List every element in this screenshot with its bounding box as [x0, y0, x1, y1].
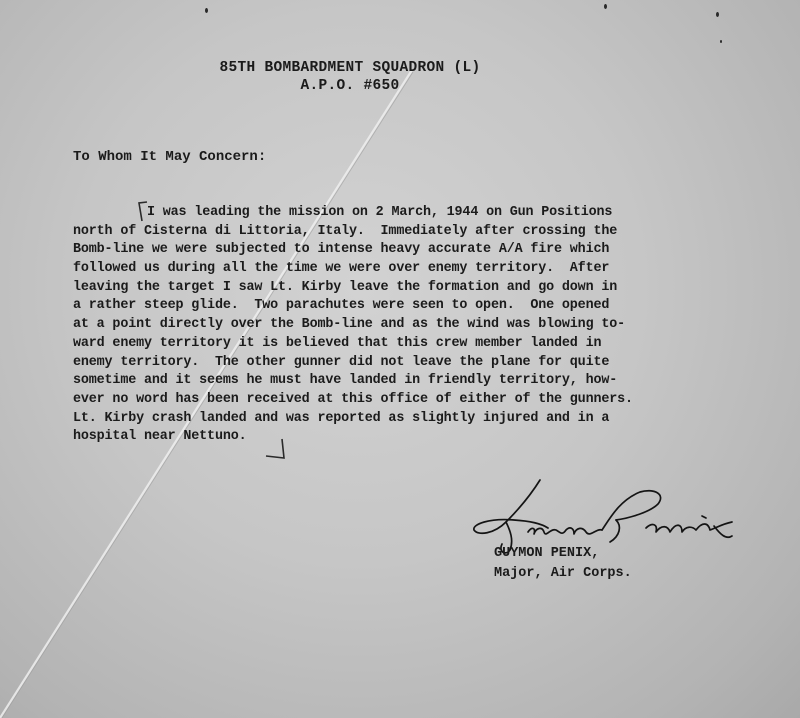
salutation: To Whom It May Concern: [73, 149, 267, 165]
body-line: followed us during all the time we were over enemy territory. After [73, 261, 610, 277]
body-line: hospital near Nettuno. [73, 429, 247, 445]
body-line: I was leading the mission on 2 March, 1944 on Gun Positions [147, 205, 613, 220]
paper-speck [205, 8, 208, 13]
paper-speck [604, 4, 607, 9]
letter-body [73, 204, 733, 447]
body-line: enemy territory. The other gunner did not leave the plane for quite [73, 354, 610, 370]
letterhead-apo: A.P.O. #650 [300, 78, 400, 94]
body-line: north of Cisterna di Littoria, Italy. Immediately after crossing the [73, 223, 618, 239]
body-line: at a point directly over the Bomb-line and as the wind was blowing to- [73, 317, 625, 333]
body-line: ever no word has been received at this office of either of the gunners. [73, 391, 633, 407]
body-line: a rather steep glide. Two parachutes were seen to open. One opened [73, 298, 610, 314]
body-line: sometime and it seems he must have landed in friendly territory, how- [73, 373, 618, 389]
close-bracket-mark [262, 436, 290, 462]
letterhead-unit: 85TH BOMBARDMENT SQUADRON (L) [219, 60, 481, 76]
signatory-name: GUYMON PENIX, [494, 546, 600, 561]
paper-speck [716, 12, 719, 17]
paper-speck [720, 40, 722, 43]
signatory-rank: Major, Air Corps. [494, 566, 632, 581]
body-line: leaving the target I saw Lt. Kirby leave the formation and go down in [73, 279, 618, 295]
body-line: Bomb-line we were subjected to intense heavy accurate A/A fire which [73, 242, 610, 258]
body-line: Lt. Kirby crash landed and was reported as slightly injured and in a [73, 410, 610, 426]
body-line: ward enemy territory it is believed that this crew member landed in [73, 335, 602, 351]
